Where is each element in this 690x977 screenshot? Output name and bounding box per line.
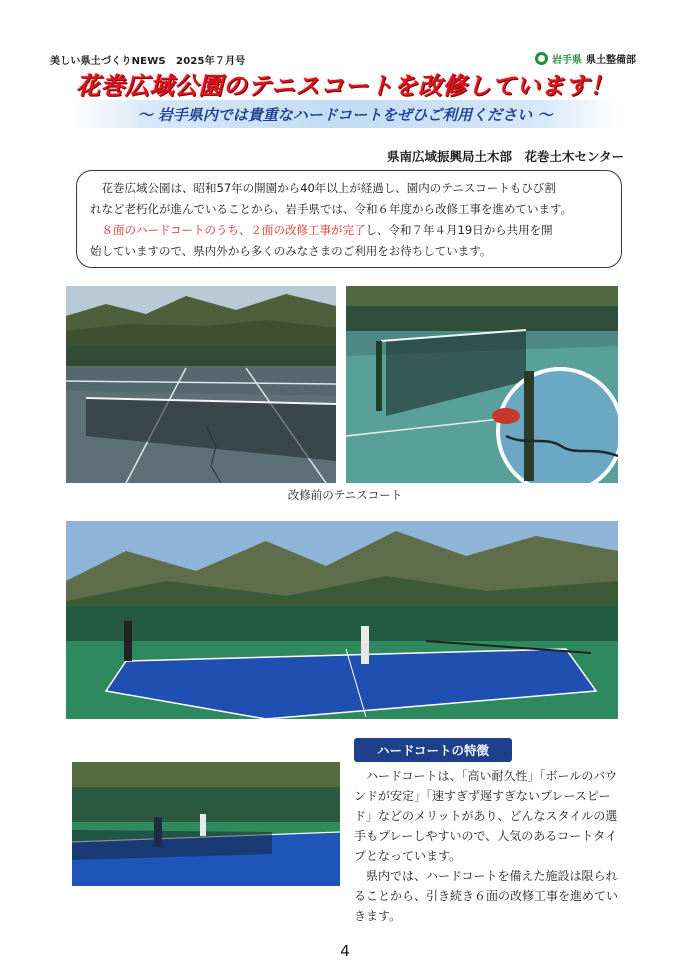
publisher <box>535 51 636 66</box>
photo-old-court-2 <box>346 286 618 483</box>
intro-line-3-rest: し、令和７年４月19日から共用を開 <box>365 223 553 237</box>
page-number: 4 <box>340 942 350 960</box>
intro-line-1: 花巻広域公園は、昭和57年の開園から40年以上が経過し、園内のテニスコートもひび割 <box>101 181 556 195</box>
prefecture-name: 岩手県 <box>552 55 582 66</box>
features-heading: ハードコートの特徴 <box>354 738 512 762</box>
newsletter-name: 美しい県土づくりNEWS 2025年７月号 <box>50 56 246 67</box>
photo-players <box>72 762 340 886</box>
page-title: 花巻広域公園のテニスコートを改修しています！ <box>75 72 615 100</box>
intro-line-4: 始していますので、県内外から多くのみなさまのご利用をお待ちしています。 <box>90 244 492 258</box>
page-subtitle: ～ 岩手県内では貴重なハードコートをぜひご利用ください ～ <box>137 106 553 124</box>
intro-highlight: ８面のハードコートのうち、２面の改修工事が完了 <box>101 223 366 237</box>
features-paragraph-1: ハードコートは、「高い耐久性」「ボールのバウンドが安定」「速すぎず遅すぎないプレースピード」などのメリットがあり、どんなスタイルの選手もプレーしやすいので、人気のあるコートタイプとなっています。 <box>354 769 618 863</box>
features-text <box>354 766 626 926</box>
photo-renovated-court <box>66 521 618 719</box>
players-image <box>72 762 340 886</box>
old-court-1-image <box>66 286 336 483</box>
prefecture-logo-icon <box>535 52 548 65</box>
features-paragraph-2: 県内では、ハードコートを備えた施設は限られることから、引き続き６面の改修工事を進めていきます。 <box>354 869 619 923</box>
renovated-court-image <box>66 521 618 719</box>
old-court-2-image <box>346 286 618 483</box>
photo-old-court-1 <box>66 286 336 483</box>
intro-text <box>90 178 610 262</box>
caption-before: 改修前のテニスコート <box>287 488 403 502</box>
intro-line-3 <box>90 220 610 241</box>
office-name: 県南広域振興局土木部 花巻土木センター <box>386 149 624 164</box>
intro-line-2: れなど老朽化が進んでいることから、岩手県では、令和６年度から改修工事を進めています。 <box>90 202 573 216</box>
department-name: 県土整備部 <box>586 55 636 66</box>
